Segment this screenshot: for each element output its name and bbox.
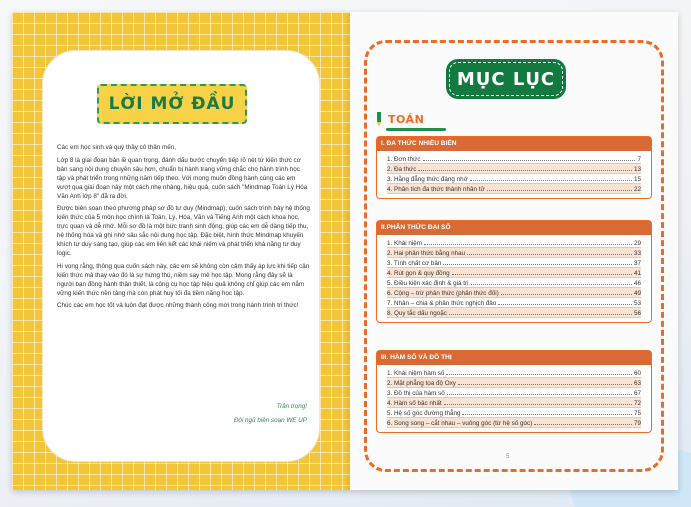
toc-section-1: [376, 136, 652, 199]
entry-name: 1. Đơn thức: [387, 156, 421, 163]
entry-page: 41: [633, 270, 641, 277]
entry-page: 75: [633, 410, 641, 417]
leader-dots: [534, 424, 632, 425]
leader-dots: [458, 384, 632, 385]
toc-entry[interactable]: [387, 378, 641, 388]
right-page: [350, 12, 678, 490]
entry-page: 33: [633, 250, 641, 257]
toc-entry[interactable]: [387, 238, 641, 248]
toc-title: MỤC LỤC: [456, 68, 556, 90]
entry-name: 8. Quy tắc dấu ngoặc: [387, 310, 447, 317]
toc-entry[interactable]: [387, 288, 641, 298]
entry-page: 22: [633, 186, 641, 193]
section-heading: III. HÀM SỐ VÀ ĐỒ THỊ: [377, 351, 651, 365]
toc-entry[interactable]: [387, 258, 641, 268]
leader-dots: [424, 244, 632, 245]
entry-name: 1. Khái niệm: [387, 240, 423, 247]
leader-dots: [471, 284, 632, 285]
entry-name: 7. Nhân – chia & phân thức nghịch đảo: [387, 300, 497, 307]
leader-dots: [443, 264, 632, 265]
subject-heading: [374, 112, 424, 126]
entry-name: 3. Hằng đẳng thức đáng nhớ: [387, 176, 468, 183]
entry-page: 63: [633, 380, 641, 387]
leader-dots: [446, 374, 632, 375]
entry-name: 5. Điều kiện xác định & giá trị: [387, 280, 469, 287]
entry-name: 4. Hàm số bậc nhất: [387, 400, 442, 407]
toc-entry[interactable]: [387, 418, 641, 428]
subject-label: TOÁN: [388, 112, 425, 126]
entry-page: 72: [633, 400, 641, 407]
entry-name: 5. Hệ số góc đường thẳng: [387, 410, 461, 417]
entry-page: 79: [633, 420, 641, 427]
signature-block: [234, 403, 307, 431]
preface-paragraph: Lớp 8 là giai đoạn bản lề quan trọng, đánh dấu bước chuyển tiếp rõ nét từ kiến thức cơ bản sang nội dung chuyên sâu hơn, chuẩn bị hành trang vững chắc cho hành trình học tập và phát triển trong những năm tiếp theo. Với mong muốn đồng hành cùng các em vượt qua giai đoạn này một cách nhẹ nhàng, hiệu quả, cuốn sách "Mindmap Toán Lý Hóa Văn Anh lớp 8" đã ra đời.: [57, 156, 308, 200]
toc-entry[interactable]: [387, 248, 641, 258]
entry-name: 4. Phân tích đa thức thành nhân tử: [387, 186, 485, 193]
preface-paragraph: Được biên soạn theo phương pháp sơ đồ tư duy (Mindmap), cuốn sách trình bày hệ thống kiến thức của 5 môn học chính là Toán, Lý, Hóa, Văn và Tiếng Anh một cách khoa học, trực quan và dễ nhớ. Mỗi sơ đồ là một bức tranh sinh động, giúp các em dễ dàng tiếp thu, hệ thống hóa và ghi nhớ sâu sắc nội dung học tập. Đặc biệt, hình thức Mindmap khuyến khích tư duy sáng tạo, giúp các em liên kết các khái niệm và phát triển khả năng tư duy logic.: [57, 205, 310, 257]
entry-page: 46: [633, 280, 641, 287]
preface-body: [57, 143, 310, 314]
toc-entry[interactable]: [387, 398, 641, 408]
leader-dots: [470, 180, 632, 181]
toc-entry[interactable]: [387, 268, 641, 278]
preface-paragraph: Hi vọng rằng, thông qua cuốn sách này, các em sẽ không còn cảm thấy áp lực khi tiếp cận kiến thức mà thay vào đó là sự hứng thú, niềm say mê học tập. Mong rằng đây sẽ là người bạn đồng hành thân thiết, là công cụ học tập hiệu quả không chỉ giúp các em nắm vững kiến thức nền tảng mà còn phát huy tối đa tiềm năng học tập.: [57, 262, 310, 297]
toc-entry[interactable]: [387, 164, 641, 174]
leader-dots: [447, 394, 632, 395]
leader-dots: [462, 414, 632, 415]
section-heading: I. ĐA THỨC NHIỀU BIẾN: [377, 137, 651, 151]
toc-entry[interactable]: [387, 368, 641, 378]
preface-paragraph: Chúc các em học tốt và luôn đạt được những thành công mới trong hành trình tri thức!: [57, 302, 299, 309]
toc-title-box: [446, 59, 566, 99]
entry-name: 2. Mặt phẳng tọa độ Oxy: [387, 380, 456, 387]
entry-name: 3. Đồ thị của hàm số: [387, 390, 445, 397]
leader-dots: [452, 274, 632, 275]
entry-page: 49: [633, 290, 641, 297]
toc-section-3: [376, 350, 652, 433]
entry-name: 6. Song song – cắt nhau – vuông góc (từ hệ số góc): [387, 420, 533, 427]
subject-underline: [386, 128, 446, 131]
toc-entry[interactable]: [387, 308, 641, 318]
preface-title: LỜI MỞ ĐẦU: [108, 94, 236, 114]
toc-section-2: [376, 220, 652, 323]
preface-card: [42, 50, 320, 462]
left-page: [12, 12, 350, 490]
toc-entry[interactable]: [387, 388, 641, 398]
entry-page: 67: [633, 390, 641, 397]
preface-paragraph: Các em học sinh và quý thầy cô thân mến,: [57, 144, 177, 151]
pencil-icon: [374, 112, 384, 126]
entry-name: 2. Hai phân thức bằng nhau: [387, 250, 466, 257]
leader-dots: [423, 160, 636, 161]
toc-entry[interactable]: [387, 408, 641, 418]
section-heading: II.PHÂN THỨC ĐẠI SỐ: [377, 221, 651, 235]
closing-text: Trân trọng!: [276, 403, 307, 410]
entry-name: 6. Cộng – trừ phân thức (phân thức đối): [387, 290, 499, 297]
entry-page: 29: [633, 240, 641, 247]
toc-entry[interactable]: [387, 278, 641, 288]
toc-entry[interactable]: [387, 174, 641, 184]
signature-text: Đội ngũ biên soạn WE UP: [233, 417, 307, 424]
leader-dots: [449, 314, 632, 315]
preface-title-box: [97, 84, 247, 124]
leader-dots: [498, 304, 632, 305]
toc-entry[interactable]: [387, 298, 641, 308]
entry-page: 7: [637, 156, 641, 163]
leader-dots: [487, 190, 632, 191]
page-number: 5: [506, 454, 510, 460]
entry-page: 37: [633, 260, 641, 267]
entry-page: 60: [633, 370, 641, 377]
leader-dots: [418, 170, 632, 171]
entry-page: 15: [633, 176, 641, 183]
toc-entry[interactable]: [387, 154, 641, 164]
entry-page: 13: [633, 166, 641, 173]
entry-page: 53: [633, 300, 641, 307]
entry-name: 3. Tính chất cơ bản: [387, 260, 442, 267]
leader-dots: [444, 404, 632, 405]
entry-name: 2. Đa thức: [387, 166, 417, 173]
toc-entry[interactable]: [387, 184, 641, 194]
entry-name: 4. Rút gọn & quy đồng: [387, 270, 450, 277]
leader-dots: [467, 254, 632, 255]
entry-name: 1. Khái niệm hàm số: [387, 370, 445, 377]
leader-dots: [501, 294, 632, 295]
entry-page: 56: [633, 310, 641, 317]
